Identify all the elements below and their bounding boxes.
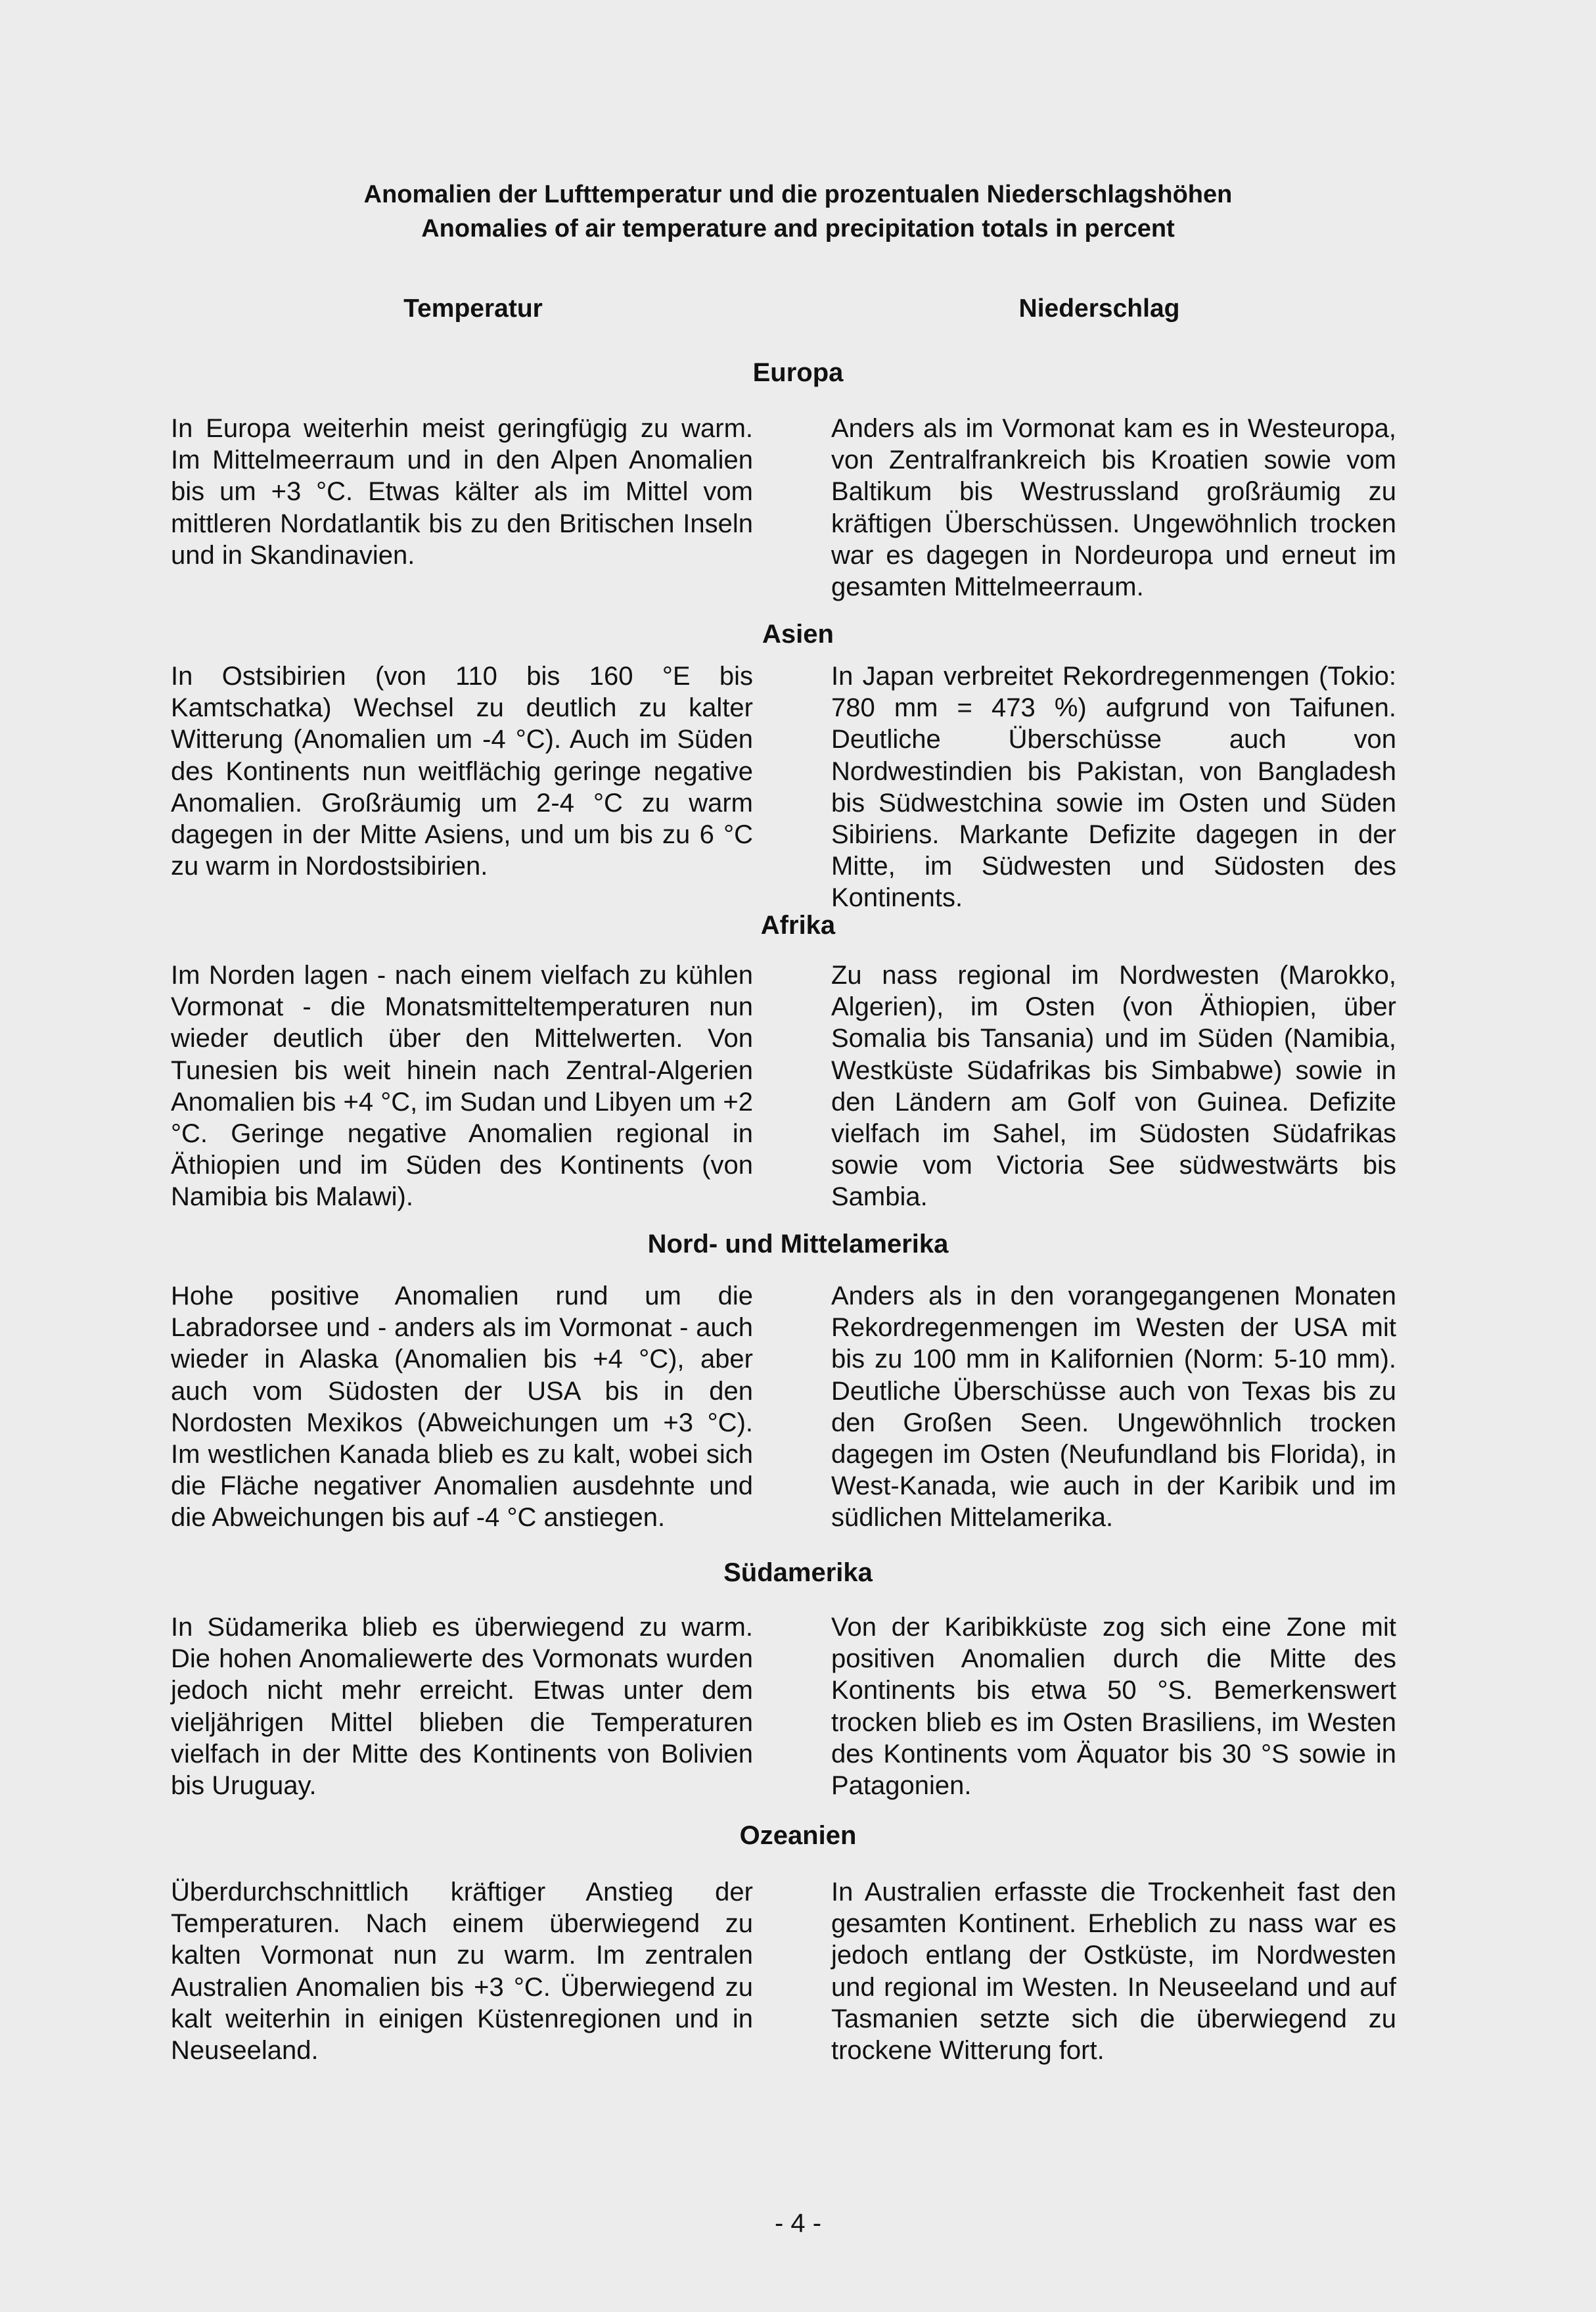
- precipitation-text-suedamerika: Von der Karibikküste zog sich eine Zone mit positiven Anomalien durch die Mitte des Kontinents bis etwa 50 °S. Bemerkenswert trocken blieb es im Osten Brasiliens, im Westen des Kontinents vom Äquator bis 30 °S sowie in Patagonien.: [831, 1613, 1396, 1801]
- page-number: - 4 -: [774, 2209, 822, 2238]
- region-heading-nord-und-mittelamerika: Nord- und Mittelamerika: [647, 1230, 949, 1259]
- title-german: Anomalien der Lufttemperatur und die prozentualen Niederschlagshöhen: [363, 181, 1233, 208]
- title-block: [0, 177, 1596, 246]
- region-heading-ozeanien: Ozeanien: [739, 1821, 857, 1850]
- temperature-text-ozeanien: Überdurchschnittlich kräftiger Anstieg der Temperaturen. Nach einem überwiegend zu kalten Vormonat nun zu warm. Im zentralen Australien Anomalien bis +3 °C. Überwiegend zu kalt weiterhin in einigen Küstenregionen und in Neuseeland.: [171, 1878, 753, 2066]
- temperature-text-nord-und-mittelamerika: Hohe positive Anomalien rund um die Labradorsee und - anders als im Vormonat - auch wieder in Alaska (Anomalien bis +4 °C), aber auch vom Südosten der USA bis in den Nordosten Mexikos (Abweichungen um +3 °C). Im westlichen Kanada blieb es zu kalt, wobei sich die Fläche negativer Anomalien ausdehnte und die Abweichungen bis auf -4 °C anstiegen.: [171, 1282, 753, 1533]
- precipitation-text-nord-und-mittelamerika: Anders als in den vorangegangenen Monaten Rekordregenmengen im Westen der USA mit bis zu 100 mm in Kalifornien (Norm: 5-10 mm). Deutliche Überschüsse auch von Texas bis zu den Großen Seen. Ungewöhnlich trocken dagegen im Osten (Neufundland bis Florida), in West-Kanada, wie auch in der Karibik und im südlichen Mittelamerika.: [831, 1282, 1396, 1533]
- precipitation-text-afrika: Zu nass regional im Nordwesten (Marokko, Algerien), im Osten (von Äthiopien, über Somalia bis Tansania) und im Süden (Namibia, Westküste Südafrikas bis Simbabwe) sowie in den Ländern am Golf von Guinea. Defizite vielfach im Sahel, im Südosten Südafrikas sowie vom Victoria See südwestwärts bis Sambia.: [831, 961, 1396, 1212]
- title-english: Anomalies of air temperature and precipitation totals in percent: [421, 215, 1175, 243]
- column-heading-precipitation: Niederschlag: [1018, 294, 1180, 323]
- region-heading-suedamerika: Südamerika: [723, 1558, 873, 1587]
- temperature-text-europa: In Europa weiterhin meist geringfügig zu warm. Im Mittelmeerraum und in den Alpen Anomalien bis um +3 °C. Etwas kälter als im Mittel vom mittleren Nordatlantik bis zu den Britischen Inseln und in Skandinavien.: [171, 414, 753, 570]
- temperature-text-suedamerika: In Südamerika blieb es überwiegend zu warm. Die hohen Anomaliewerte des Vormonats wurden jedoch nicht mehr erreicht. Etwas unter dem vieljährigen Mittel blieben die Temperaturen vielfach in der Mitte des Kontinents von Bolivien bis Uruguay.: [171, 1613, 753, 1801]
- temperature-text-asien: In Ostsibirien (von 110 bis 160 °E bis Kamtschatka) Wechsel zu deutlich zu kalter Witterung (Anomalien um -4 °C). Auch im Süden des Kontinents nun weitflächig geringe negative Anomalien. Großräumig um 2-4 °C zu warm dagegen in der Mitte Asiens, und um bis zu 6 °C zu warm in Nordostsibirien.: [171, 662, 753, 881]
- precipitation-text-asien: In Japan verbreitet Rekordregenmengen (Tokio: 780 mm = 473 %) aufgrund von Taifunen. Deutliche Überschüsse auch von Nordwestindien bis Pakistan, von Bangladesh bis Südwestchina sowie im Osten und Süden Sibiriens. Markante Defizite dagegen in der Mitte, im Südwesten und Südosten des Kontinents.: [831, 662, 1396, 913]
- precipitation-text-ozeanien: In Australien erfasste die Trockenheit fast den gesamten Kontinent. Erheblich zu nass war es jedoch entlang der Ostküste, im Nordwesten und regional im Westen. In Neuseeland und auf Tasmanien setzte sich die überwiegend zu trockene Witterung fort.: [831, 1878, 1396, 2066]
- precipitation-text-europa: Anders als im Vormonat kam es in Westeuropa, von Zentralfrankreich bis Kroatien sowie vom Baltikum bis Westrussland großräumig zu kräftigen Überschüssen. Ungewöhnlich trocken war es dagegen in Nordeuropa und erneut im gesamten Mittelmeerraum.: [831, 414, 1396, 602]
- temperature-text-afrika: Im Norden lagen - nach einem vielfach zu kühlen Vormonat - die Monatsmitteltemperaturen nun wieder deutlich über den Mittelwerten. Von Tunesien bis weit hinein nach Zentral-Algerien Anomalien bis +4 °C, im Sudan und Libyen um +2 °C. Geringe negative Anomalien regional in Äthiopien und im Süden des Kontinents (von Namibia bis Malawi).: [171, 961, 753, 1212]
- region-heading-asien: Asien: [762, 620, 834, 649]
- region-heading-europa: Europa: [752, 358, 844, 387]
- region-heading-afrika: Afrika: [760, 911, 836, 940]
- column-heading-temperature: Temperatur: [403, 294, 543, 323]
